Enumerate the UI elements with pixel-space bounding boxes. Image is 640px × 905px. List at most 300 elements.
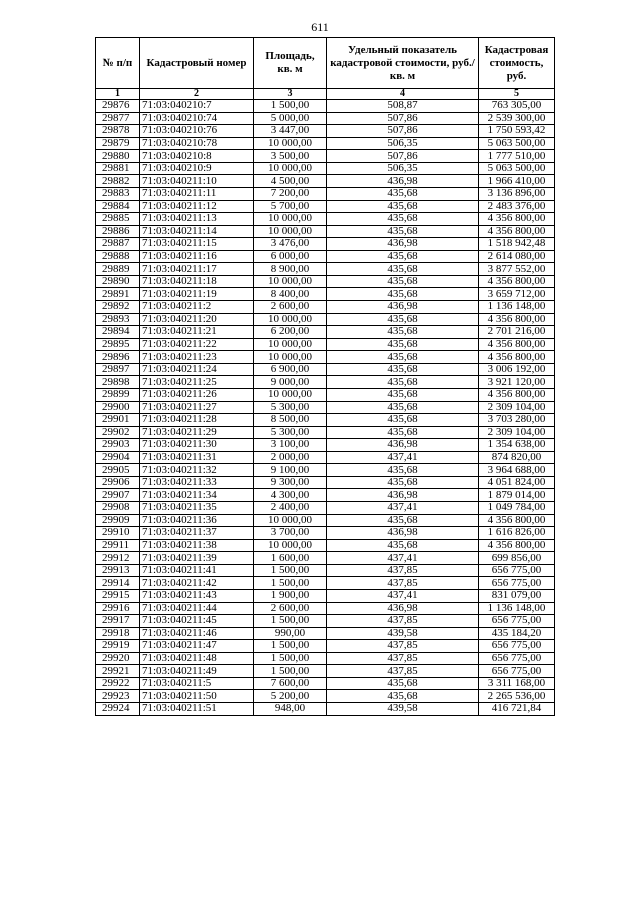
cell-cadastral-number: 71:03:040211:43: [140, 589, 254, 602]
cell-area: 2 600,00: [254, 602, 327, 615]
cell-specific-value: 437,41: [327, 589, 479, 602]
cell-cadastral-number: 71:03:040211:39: [140, 552, 254, 565]
table-row: [96, 263, 555, 276]
cell-area: 4 500,00: [254, 175, 327, 188]
cell-cadastral-value: 2 309 104,00: [479, 426, 555, 439]
table-row: [96, 363, 555, 376]
cell-row-number: 29901: [96, 414, 140, 427]
cell-cadastral-number: 71:03:040211:10: [140, 175, 254, 188]
cell-specific-value: 507,86: [327, 150, 479, 163]
cell-row-number: 29903: [96, 439, 140, 452]
cell-cadastral-value: 1 136 148,00: [479, 602, 555, 615]
page-number: 611: [311, 20, 329, 34]
cell-specific-value: 437,85: [327, 615, 479, 628]
cell-area: 9 000,00: [254, 376, 327, 389]
table-row: [96, 213, 555, 226]
cell-area: 3 476,00: [254, 238, 327, 251]
cell-area: 8 500,00: [254, 414, 327, 427]
cell-cadastral-value: 2 539 300,00: [479, 112, 555, 125]
cell-area: 3 100,00: [254, 439, 327, 452]
table-row: [96, 690, 555, 703]
cell-cadastral-value: 3 311 168,00: [479, 677, 555, 690]
cell-cadastral-number: 71:03:040211:2: [140, 301, 254, 314]
table-row: [96, 426, 555, 439]
cell-row-number: 29896: [96, 351, 140, 364]
cell-cadastral-number: 71:03:040210:7: [140, 100, 254, 113]
cell-specific-value: 435,68: [327, 539, 479, 552]
cell-specific-value: 507,86: [327, 125, 479, 138]
column-number: 4: [327, 89, 479, 100]
column-number: 2: [140, 89, 254, 100]
cell-specific-value: 437,41: [327, 552, 479, 565]
cell-specific-value: 435,68: [327, 275, 479, 288]
cell-cadastral-number: 71:03:040211:23: [140, 351, 254, 364]
cell-specific-value: 435,68: [327, 263, 479, 276]
cell-cadastral-value: 3 136 896,00: [479, 187, 555, 200]
cell-cadastral-number: 71:03:040210:8: [140, 150, 254, 163]
cell-area: 9 100,00: [254, 464, 327, 477]
cell-area: 10 000,00: [254, 162, 327, 175]
cell-row-number: 29907: [96, 489, 140, 502]
cell-cadastral-number: 71:03:040211:37: [140, 527, 254, 540]
cell-cadastral-number: 71:03:040210:78: [140, 137, 254, 150]
cell-cadastral-value: 2 483 376,00: [479, 200, 555, 213]
cell-row-number: 29904: [96, 451, 140, 464]
cell-cadastral-value: 3 006 192,00: [479, 363, 555, 376]
table-row: [96, 476, 555, 489]
table-row: [96, 112, 555, 125]
cell-cadastral-value: 2 309 104,00: [479, 401, 555, 414]
cell-cadastral-value: 4 356 800,00: [479, 388, 555, 401]
cell-row-number: 29885: [96, 213, 140, 226]
cell-specific-value: 435,68: [327, 690, 479, 703]
table-row: [96, 703, 555, 716]
cell-cadastral-number: 71:03:040211:11: [140, 187, 254, 200]
cell-row-number: 29887: [96, 238, 140, 251]
cell-cadastral-value: 3 703 280,00: [479, 414, 555, 427]
table-row: [96, 388, 555, 401]
cell-specific-value: 506,35: [327, 137, 479, 150]
cell-row-number: 29911: [96, 539, 140, 552]
table-row: [96, 602, 555, 615]
cell-area: 5 200,00: [254, 690, 327, 703]
cell-cadastral-number: 71:03:040211:20: [140, 313, 254, 326]
table-row: [96, 677, 555, 690]
cell-area: 1 600,00: [254, 552, 327, 565]
table-row: [96, 451, 555, 464]
table-row: [96, 527, 555, 540]
cell-cadastral-number: 71:03:040211:24: [140, 363, 254, 376]
cell-cadastral-value: 1 136 148,00: [479, 301, 555, 314]
table-row: [96, 439, 555, 452]
cell-row-number: 29883: [96, 187, 140, 200]
table-row: [96, 137, 555, 150]
cell-specific-value: 435,68: [327, 401, 479, 414]
cell-cadastral-value: 2 701 216,00: [479, 326, 555, 339]
cell-specific-value: 435,68: [327, 476, 479, 489]
cell-cadastral-value: 4 356 800,00: [479, 539, 555, 552]
cell-cadastral-number: 71:03:040211:22: [140, 338, 254, 351]
cell-row-number: 29920: [96, 652, 140, 665]
cell-specific-value: 437,85: [327, 564, 479, 577]
cell-cadastral-value: 4 356 800,00: [479, 225, 555, 238]
cell-row-number: 29916: [96, 602, 140, 615]
cell-cadastral-number: 71:03:040210:9: [140, 162, 254, 175]
cell-area: 1 500,00: [254, 577, 327, 590]
cell-area: 4 300,00: [254, 489, 327, 502]
cell-specific-value: 435,68: [327, 426, 479, 439]
column-number: 1: [96, 89, 140, 100]
cell-area: 6 900,00: [254, 363, 327, 376]
cell-row-number: 29889: [96, 263, 140, 276]
cell-cadastral-number: 71:03:040211:34: [140, 489, 254, 502]
cell-row-number: 29879: [96, 137, 140, 150]
cell-cadastral-value: 1 750 593,42: [479, 125, 555, 138]
cell-cadastral-number: 71:03:040211:33: [140, 476, 254, 489]
cell-row-number: 29886: [96, 225, 140, 238]
cell-area: 5 700,00: [254, 200, 327, 213]
table-row: [96, 539, 555, 552]
cell-cadastral-number: 71:03:040211:44: [140, 602, 254, 615]
table-row: [96, 301, 555, 314]
cell-area: 10 000,00: [254, 539, 327, 552]
cell-row-number: 29909: [96, 514, 140, 527]
cell-cadastral-value: 1 879 014,00: [479, 489, 555, 502]
cell-row-number: 29890: [96, 275, 140, 288]
cell-cadastral-number: 71:03:040211:16: [140, 250, 254, 263]
table-row: [96, 175, 555, 188]
cell-area: 8 900,00: [254, 263, 327, 276]
table-header-row: [96, 38, 555, 89]
cell-row-number: 29905: [96, 464, 140, 477]
cell-specific-value: 439,58: [327, 703, 479, 716]
cell-area: 1 500,00: [254, 615, 327, 628]
cell-area: 2 600,00: [254, 301, 327, 314]
cell-area: 990,00: [254, 627, 327, 640]
cell-cadastral-number: 71:03:040211:27: [140, 401, 254, 414]
table-row: [96, 376, 555, 389]
cell-cadastral-number: 71:03:040211:47: [140, 640, 254, 653]
cell-row-number: 29918: [96, 627, 140, 640]
cell-specific-value: 437,41: [327, 502, 479, 515]
cell-row-number: 29877: [96, 112, 140, 125]
cell-cadastral-value: 2 265 536,00: [479, 690, 555, 703]
table-row: [96, 288, 555, 301]
table-row: [96, 238, 555, 251]
cell-cadastral-value: 2 614 080,00: [479, 250, 555, 263]
cell-cadastral-value: 1 966 410,00: [479, 175, 555, 188]
cell-specific-value: 435,68: [327, 376, 479, 389]
cell-specific-value: 437,85: [327, 577, 479, 590]
cell-specific-value: 437,41: [327, 451, 479, 464]
table-row: [96, 564, 555, 577]
table-row: [96, 552, 555, 565]
cell-cadastral-number: 71:03:040211:31: [140, 451, 254, 464]
column-number: 3: [254, 89, 327, 100]
cell-specific-value: 436,98: [327, 527, 479, 540]
cell-cadastral-number: 71:03:040211:18: [140, 275, 254, 288]
cell-row-number: 29891: [96, 288, 140, 301]
cell-cadastral-value: 656 775,00: [479, 564, 555, 577]
cell-cadastral-number: 71:03:040211:19: [140, 288, 254, 301]
cell-specific-value: 435,68: [327, 677, 479, 690]
column-number: 5: [479, 89, 555, 100]
cell-area: 948,00: [254, 703, 327, 716]
cell-row-number: 29902: [96, 426, 140, 439]
cell-specific-value: 435,68: [327, 225, 479, 238]
cell-area: 1 500,00: [254, 665, 327, 678]
cell-row-number: 29880: [96, 150, 140, 163]
cell-specific-value: 437,85: [327, 640, 479, 653]
cell-cadastral-value: 5 063 500,00: [479, 137, 555, 150]
cell-area: 1 900,00: [254, 589, 327, 602]
cell-cadastral-number: 71:03:040211:26: [140, 388, 254, 401]
cell-specific-value: 435,68: [327, 313, 479, 326]
cell-specific-value: 435,68: [327, 351, 479, 364]
cell-cadastral-value: 1 616 826,00: [479, 527, 555, 540]
table-row: [96, 326, 555, 339]
cell-area: 5 000,00: [254, 112, 327, 125]
cell-cadastral-value: 4 356 800,00: [479, 275, 555, 288]
table-body: [96, 100, 555, 716]
table-row: [96, 589, 555, 602]
table-row: [96, 125, 555, 138]
cell-cadastral-value: 874 820,00: [479, 451, 555, 464]
cell-area: 10 000,00: [254, 313, 327, 326]
cell-area: 10 000,00: [254, 225, 327, 238]
cell-cadastral-value: 656 775,00: [479, 652, 555, 665]
cell-specific-value: 435,68: [327, 213, 479, 226]
cell-specific-value: 435,68: [327, 187, 479, 200]
cell-area: 5 300,00: [254, 401, 327, 414]
table-row: [96, 338, 555, 351]
cell-area: 7 200,00: [254, 187, 327, 200]
header-specific-value: Удельный показатель кадастровой стоимости, руб./кв. м: [327, 38, 479, 89]
cell-row-number: 29892: [96, 301, 140, 314]
cell-area: 10 000,00: [254, 338, 327, 351]
table-row: [96, 275, 555, 288]
cell-cadastral-value: 3 921 120,00: [479, 376, 555, 389]
cell-cadastral-value: 3 659 712,00: [479, 288, 555, 301]
cell-specific-value: 435,68: [327, 514, 479, 527]
cell-cadastral-value: 3 877 552,00: [479, 263, 555, 276]
cell-cadastral-value: 4 051 824,00: [479, 476, 555, 489]
table-row: [96, 225, 555, 238]
cell-specific-value: 436,98: [327, 489, 479, 502]
cell-cadastral-number: 71:03:040211:12: [140, 200, 254, 213]
cell-row-number: 29900: [96, 401, 140, 414]
cell-area: 10 000,00: [254, 388, 327, 401]
table-row: [96, 150, 555, 163]
cell-row-number: 29921: [96, 665, 140, 678]
cell-row-number: 29919: [96, 640, 140, 653]
cell-cadastral-number: 71:03:040211:15: [140, 238, 254, 251]
cell-specific-value: 436,98: [327, 602, 479, 615]
cell-specific-value: 437,85: [327, 652, 479, 665]
cell-cadastral-number: 71:03:040211:29: [140, 426, 254, 439]
table-row: [96, 627, 555, 640]
cell-area: 3 447,00: [254, 125, 327, 138]
cell-area: 1 500,00: [254, 652, 327, 665]
cell-cadastral-value: 656 775,00: [479, 640, 555, 653]
cell-area: 8 400,00: [254, 288, 327, 301]
cell-cadastral-value: 1 049 784,00: [479, 502, 555, 515]
cell-row-number: 29895: [96, 338, 140, 351]
cell-cadastral-value: 4 356 800,00: [479, 351, 555, 364]
table-row: [96, 200, 555, 213]
cell-row-number: 29906: [96, 476, 140, 489]
cell-area: 1 500,00: [254, 100, 327, 113]
cell-cadastral-number: 71:03:040211:35: [140, 502, 254, 515]
cell-row-number: 29884: [96, 200, 140, 213]
cell-area: 6 200,00: [254, 326, 327, 339]
table-row: [96, 464, 555, 477]
cell-area: 3 500,00: [254, 150, 327, 163]
cell-cadastral-value: 5 063 500,00: [479, 162, 555, 175]
cell-cadastral-number: 71:03:040211:49: [140, 665, 254, 678]
cell-area: 2 400,00: [254, 502, 327, 515]
cell-cadastral-value: 699 856,00: [479, 552, 555, 565]
cell-area: 10 000,00: [254, 213, 327, 226]
cell-cadastral-value: 4 356 800,00: [479, 338, 555, 351]
table-row: [96, 514, 555, 527]
cell-row-number: 29910: [96, 527, 140, 540]
table-row: [96, 250, 555, 263]
cell-specific-value: 506,35: [327, 162, 479, 175]
cell-row-number: 29913: [96, 564, 140, 577]
cadastral-value-table: [95, 37, 555, 716]
cell-specific-value: 435,68: [327, 363, 479, 376]
cell-specific-value: 508,87: [327, 100, 479, 113]
table-row: [96, 577, 555, 590]
cell-cadastral-number: 71:03:040211:30: [140, 439, 254, 452]
header-area: Площадь, кв. м: [254, 38, 327, 89]
cell-specific-value: 435,68: [327, 464, 479, 477]
cell-specific-value: 435,68: [327, 288, 479, 301]
cell-specific-value: 435,68: [327, 326, 479, 339]
cell-area: 10 000,00: [254, 275, 327, 288]
table-row: [96, 100, 555, 113]
cell-area: 10 000,00: [254, 351, 327, 364]
cell-cadastral-number: 71:03:040211:36: [140, 514, 254, 527]
cell-cadastral-value: 831 079,00: [479, 589, 555, 602]
cell-area: 1 500,00: [254, 564, 327, 577]
cell-specific-value: 439,58: [327, 627, 479, 640]
cell-cadastral-number: 71:03:040210:76: [140, 125, 254, 138]
cell-specific-value: 436,98: [327, 301, 479, 314]
cell-row-number: 29924: [96, 703, 140, 716]
cell-cadastral-number: 71:03:040211:32: [140, 464, 254, 477]
header-cadastral-number: Кадастровый номер: [140, 38, 254, 89]
cell-row-number: 29912: [96, 552, 140, 565]
table-row: [96, 313, 555, 326]
cell-cadastral-number: 71:03:040211:25: [140, 376, 254, 389]
cell-cadastral-value: 1 354 638,00: [479, 439, 555, 452]
cell-specific-value: 435,68: [327, 250, 479, 263]
cell-area: 5 300,00: [254, 426, 327, 439]
cell-specific-value: 435,68: [327, 338, 479, 351]
table-row: [96, 401, 555, 414]
cell-cadastral-number: 71:03:040211:28: [140, 414, 254, 427]
table-row: [96, 615, 555, 628]
cell-specific-value: 436,98: [327, 439, 479, 452]
cell-cadastral-value: 1 777 510,00: [479, 150, 555, 163]
header-cadastral-value: Кадастровая стоимость, руб.: [479, 38, 555, 89]
cell-area: 10 000,00: [254, 137, 327, 150]
cell-cadastral-value: 656 775,00: [479, 615, 555, 628]
cell-area: 2 000,00: [254, 451, 327, 464]
table-row: [96, 187, 555, 200]
cell-cadastral-number: 71:03:040210:74: [140, 112, 254, 125]
cell-cadastral-value: 416 721,84: [479, 703, 555, 716]
cell-cadastral-value: 656 775,00: [479, 665, 555, 678]
cell-cadastral-number: 71:03:040211:50: [140, 690, 254, 703]
cell-cadastral-value: 1 518 942,48: [479, 238, 555, 251]
cell-row-number: 29923: [96, 690, 140, 703]
cell-area: 7 600,00: [254, 677, 327, 690]
cell-cadastral-number: 71:03:040211:38: [140, 539, 254, 552]
cell-row-number: 29894: [96, 326, 140, 339]
cell-cadastral-number: 71:03:040211:21: [140, 326, 254, 339]
cell-cadastral-value: 435 184,20: [479, 627, 555, 640]
cell-specific-value: 435,68: [327, 414, 479, 427]
cell-area: 1 500,00: [254, 640, 327, 653]
cell-cadastral-number: 71:03:040211:48: [140, 652, 254, 665]
table-row: [96, 489, 555, 502]
cell-specific-value: 435,68: [327, 200, 479, 213]
cell-row-number: 29922: [96, 677, 140, 690]
cell-cadastral-number: 71:03:040211:13: [140, 213, 254, 226]
cell-cadastral-number: 71:03:040211:51: [140, 703, 254, 716]
table-row: [96, 162, 555, 175]
cell-cadastral-number: 71:03:040211:46: [140, 627, 254, 640]
table-row: [96, 351, 555, 364]
cell-cadastral-value: 4 356 800,00: [479, 514, 555, 527]
cell-cadastral-number: 71:03:040211:5: [140, 677, 254, 690]
cell-specific-value: 435,68: [327, 388, 479, 401]
cell-row-number: 29914: [96, 577, 140, 590]
cell-row-number: 29915: [96, 589, 140, 602]
cell-area: 10 000,00: [254, 514, 327, 527]
cell-row-number: 29893: [96, 313, 140, 326]
cell-cadastral-value: 4 356 800,00: [479, 313, 555, 326]
cell-cadastral-number: 71:03:040211:41: [140, 564, 254, 577]
cell-row-number: 29908: [96, 502, 140, 515]
cell-area: 6 000,00: [254, 250, 327, 263]
cell-cadastral-value: 3 964 688,00: [479, 464, 555, 477]
cell-row-number: 29897: [96, 363, 140, 376]
cell-specific-value: 436,98: [327, 175, 479, 188]
cell-row-number: 29876: [96, 100, 140, 113]
table-row: [96, 652, 555, 665]
cell-cadastral-number: 71:03:040211:14: [140, 225, 254, 238]
cell-row-number: 29882: [96, 175, 140, 188]
cell-row-number: 29898: [96, 376, 140, 389]
cell-row-number: 29899: [96, 388, 140, 401]
header-row-number: № п/п: [96, 38, 140, 89]
cell-row-number: 29888: [96, 250, 140, 263]
cell-row-number: 29917: [96, 615, 140, 628]
cell-cadastral-number: 71:03:040211:42: [140, 577, 254, 590]
cell-row-number: 29881: [96, 162, 140, 175]
table-row: [96, 640, 555, 653]
cell-row-number: 29878: [96, 125, 140, 138]
table-row: [96, 665, 555, 678]
cell-cadastral-number: 71:03:040211:17: [140, 263, 254, 276]
cell-cadastral-number: 71:03:040211:45: [140, 615, 254, 628]
cell-cadastral-value: 763 305,00: [479, 100, 555, 113]
cell-cadastral-value: 656 775,00: [479, 577, 555, 590]
